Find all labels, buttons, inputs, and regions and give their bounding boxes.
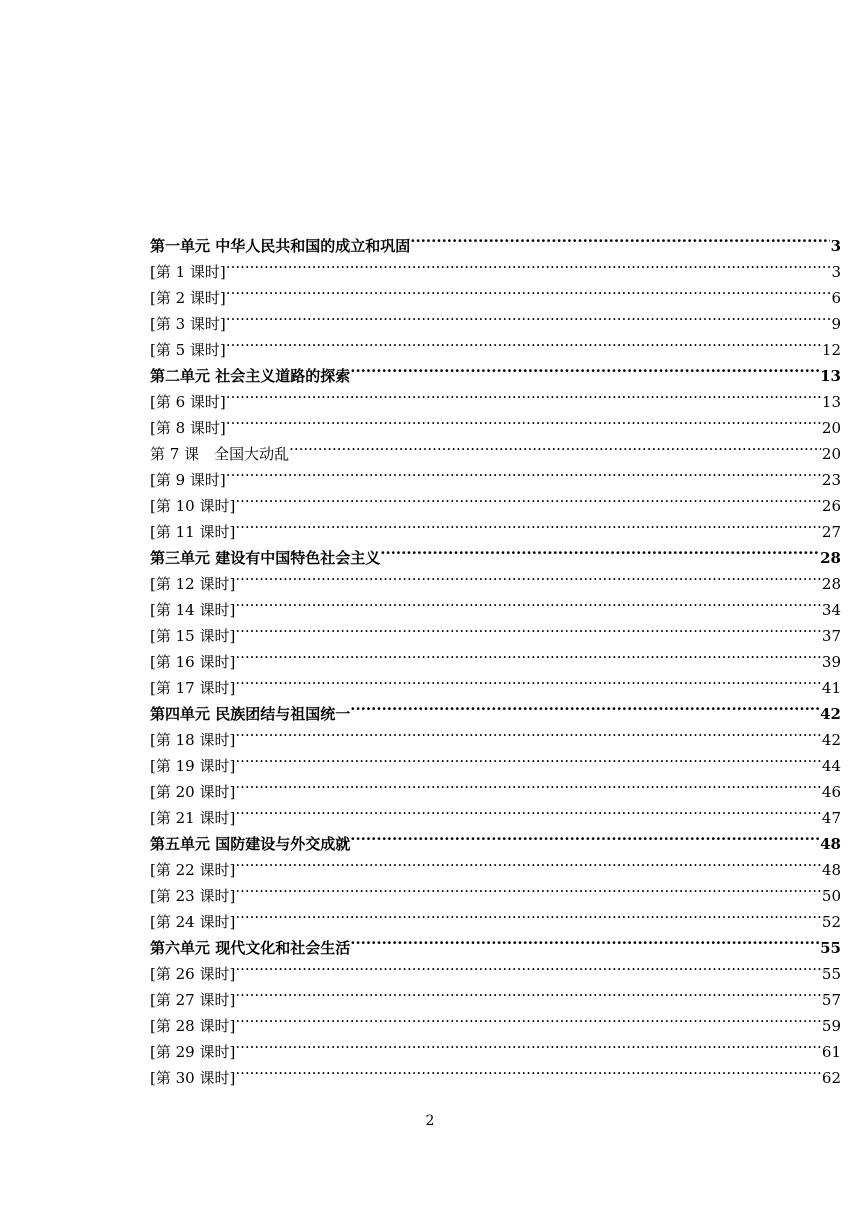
toc-lesson-entry[interactable] [150,407,841,437]
toc-entry-label: [第 18 课时] [150,731,236,749]
toc-entry-page: 48 [820,835,841,853]
dot-leader [235,485,821,511]
toc-lesson-entry[interactable] [150,719,841,749]
toc-entry-page: 42 [820,705,841,723]
dot-leader [226,277,831,303]
toc-lesson-entry[interactable] [150,1005,841,1035]
dot-leader [235,1005,821,1031]
toc-lesson-entry[interactable] [150,329,841,359]
table-of-contents [150,225,841,1087]
toc-entry-page: 34 [821,601,841,619]
dot-leader [226,459,821,485]
toc-entry-page: 20 [821,419,841,437]
dot-leader [235,1031,821,1057]
toc-unit-entry[interactable] [150,225,841,255]
toc-entry-label: [第 1 课时] [150,263,226,281]
toc-lesson-entry[interactable] [150,849,841,879]
toc-entry-label: 第一单元 中华人民共和国的成立和巩固 [150,237,411,255]
toc-lesson-entry[interactable] [150,1057,841,1087]
dot-leader [226,251,831,277]
toc-entry-label: [第 19 课时] [150,757,236,775]
toc-entry-label: [第 28 课时] [150,1017,236,1035]
dot-leader [350,355,819,381]
toc-unit-entry[interactable] [150,693,841,723]
dot-leader [350,823,819,849]
toc-entry-page: 55 [820,939,841,957]
toc-lesson-entry[interactable] [150,641,841,671]
toc-lesson-entry[interactable] [150,277,841,307]
toc-lesson-entry[interactable] [150,563,841,593]
toc-entry-page: 44 [821,757,841,775]
toc-entry-page: 42 [821,731,841,749]
toc-lesson-entry[interactable] [150,745,841,775]
toc-unit-entry[interactable] [150,823,841,853]
dot-leader [235,667,821,693]
toc-entry-page: 6 [831,289,841,307]
toc-unit-entry[interactable] [150,927,841,957]
toc-lesson-entry[interactable] [150,1031,841,1061]
toc-entry-page: 9 [831,315,841,333]
toc-entry-page: 62 [821,1069,841,1087]
dot-leader [235,901,821,927]
toc-entry-page: 39 [821,653,841,671]
dot-leader [350,927,819,953]
toc-entry-page: 13 [820,367,841,385]
toc-entry-label: 第四单元 民族团结与祖国统一 [150,705,351,723]
toc-entry-page: 28 [821,575,841,593]
toc-entry-page: 41 [821,679,841,697]
toc-entry-label: [第 24 课时] [150,913,236,931]
toc-lesson-entry[interactable] [150,485,841,515]
toc-lesson-entry[interactable] [150,875,841,905]
toc-entry-label: [第 21 课时] [150,809,236,827]
dot-leader [226,381,821,407]
toc-entry-label: [第 12 课时] [150,575,236,593]
toc-lesson-entry[interactable] [150,979,841,1009]
toc-entry-label: 第六单元 现代文化和社会生活 [150,939,351,957]
dot-leader [235,797,821,823]
dot-leader [410,225,829,251]
toc-entry-label: [第 8 课时] [150,419,226,437]
toc-entry-page: 26 [821,497,841,515]
toc-entry-page: 50 [821,887,841,905]
dot-leader [235,615,821,641]
dot-leader [235,771,821,797]
toc-entry-label: [第 23 课时] [150,887,236,905]
toc-entry-label: [第 15 课时] [150,627,236,645]
toc-entry-page: 52 [821,913,841,931]
toc-entry-label: [第 20 课时] [150,783,236,801]
toc-entry-label: [第 27 课时] [150,991,236,1009]
toc-entry-page: 12 [821,341,841,359]
toc-entry-label: [第 9 课时] [150,471,226,489]
toc-lesson-entry[interactable] [150,433,841,463]
dot-leader [235,563,821,589]
dot-leader [235,875,821,901]
toc-entry-page: 3 [830,237,841,255]
toc-entry-label: [第 6 课时] [150,393,226,411]
toc-entry-page: 59 [821,1017,841,1035]
dot-leader [350,693,819,719]
dot-leader [235,589,821,615]
toc-unit-entry[interactable] [150,355,841,385]
toc-unit-entry[interactable] [150,537,841,567]
toc-entry-label: [第 3 课时] [150,315,226,333]
toc-entry-page: 61 [821,1043,841,1061]
toc-entry-page: 46 [821,783,841,801]
dot-leader [235,745,821,771]
toc-entry-label: 第三单元 建设有中国特色社会主义 [150,549,381,567]
toc-entry-label: [第 17 课时] [150,679,236,697]
toc-entry-page: 48 [821,861,841,879]
dot-leader [235,511,821,537]
toc-entry-page: 57 [821,991,841,1009]
toc-entry-label: [第 14 课时] [150,601,236,619]
toc-entry-label: 第 7 课 全国大动乱 [150,445,290,463]
toc-lesson-entry[interactable] [150,667,841,697]
toc-entry-label: 第五单元 国防建设与外交成就 [150,835,351,853]
dot-leader [289,433,821,459]
dot-leader [226,329,821,355]
toc-lesson-entry[interactable] [150,459,841,489]
dot-leader [235,641,821,667]
page-number: 2 [425,1113,435,1129]
dot-leader [235,849,821,875]
toc-entry-page: 20 [821,445,841,463]
toc-lesson-entry[interactable] [150,511,841,541]
toc-entry-label: [第 11 课时] [150,523,236,541]
toc-entry-page: 3 [831,263,841,281]
toc-entry-label: [第 26 课时] [150,965,236,983]
toc-lesson-entry[interactable] [150,797,841,827]
dot-leader [380,537,819,563]
dot-leader [226,303,831,329]
toc-entry-page: 28 [820,549,841,567]
toc-entry-label: [第 30 课时] [150,1069,236,1087]
toc-entry-label: [第 22 课时] [150,861,236,879]
toc-lesson-entry[interactable] [150,771,841,801]
dot-leader [235,1057,821,1083]
toc-entry-page: 37 [821,627,841,645]
toc-entry-page: 55 [821,965,841,983]
dot-leader [235,953,821,979]
toc-entry-page: 47 [821,809,841,827]
toc-lesson-entry[interactable] [150,589,841,619]
toc-lesson-entry[interactable] [150,901,841,931]
toc-entry-label: [第 10 课时] [150,497,236,515]
toc-entry-label: [第 5 课时] [150,341,226,359]
toc-entry-label: 第二单元 社会主义道路的探索 [150,367,351,385]
toc-lesson-entry[interactable] [150,251,841,281]
toc-entry-page: 13 [821,393,841,411]
toc-entry-label: [第 16 课时] [150,653,236,671]
dot-leader [226,407,821,433]
toc-entry-page: 23 [821,471,841,489]
toc-lesson-entry[interactable] [150,953,841,983]
dot-leader [235,719,821,745]
toc-entry-label: [第 29 课时] [150,1043,236,1061]
toc-lesson-entry[interactable] [150,303,841,333]
toc-entry-page: 27 [821,523,841,541]
toc-entry-label: [第 2 课时] [150,289,226,307]
toc-lesson-entry[interactable] [150,381,841,411]
dot-leader [235,979,821,1005]
toc-lesson-entry[interactable] [150,615,841,645]
